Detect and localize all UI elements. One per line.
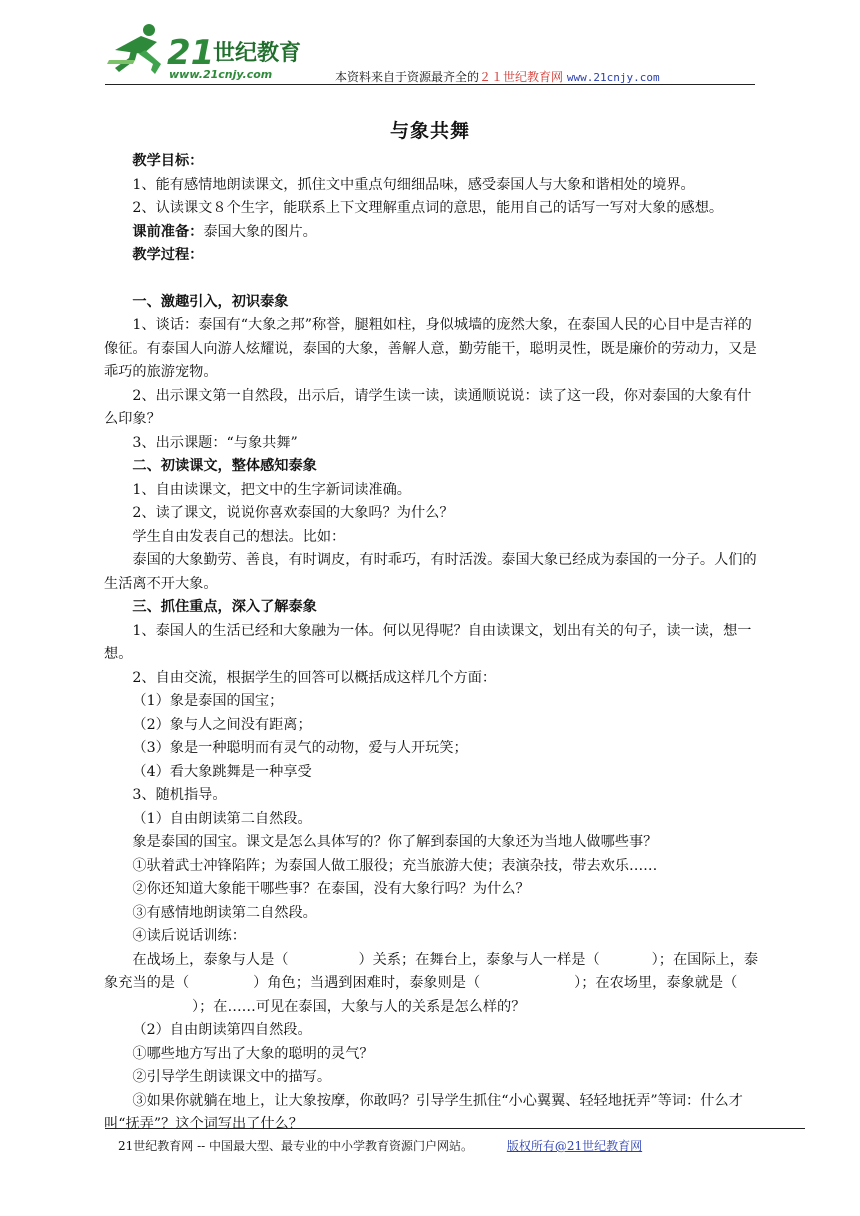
list-item: ①驮着武士冲锋陷阵；为泰国人做工服役；充当旅游大使；表演杂技，带去欢乐…… [132, 857, 658, 874]
fill-text: ）关系；在舞台上，泰象与人一样是（ [358, 951, 600, 968]
list-item: （2）象与人之间没有距离； [132, 716, 312, 733]
section-1-para-1: 1、谈话：泰国有“大象之邦”称誉，腿粗如柱，身似城墙的庞然大象，在泰国人民的心目中是吉祥的像征。有泰国人向游人炫耀说，泰国的大象，善解人意，勤劳能干，聪明灵性，既是廉价的劳动力，又是乖巧的旅游宠物。 [104, 317, 757, 380]
list-item: ②引导学生朗读课文中的描写。 [132, 1069, 332, 1085]
page-footer [118, 1137, 642, 1154]
fill-text: ）角色；当遇到困难时，泰象则是（ [253, 975, 481, 991]
fill-text: ）；在农场里，泰象就是（ [574, 975, 738, 991]
svg-text:21: 21 [167, 33, 215, 73]
footer-divider [105, 1128, 805, 1129]
svg-text:世纪教育: 世纪教育 [213, 41, 302, 66]
section-1-heading: 一、激趣引入，初识泰象 [132, 293, 289, 310]
goal-heading: 教学目标： [132, 153, 204, 169]
fill-text: ）；在……可见在泰国，大象与人的关系是怎么样的？ [192, 998, 526, 1015]
section-3-para-2: 2、自由交流，根据学生的回答可以概括成这样几个方面： [132, 669, 497, 686]
list-item: ③有感情地朗读第二自然段。 [132, 904, 317, 921]
list-item: （4）看大象跳舞是一种享受 [132, 763, 312, 780]
list-item: ②你还知道大象能干哪些事？在泰国，没有大象行吗？为什么？ [132, 881, 530, 897]
section-2-para-2: 2、读了课文，说说你喜欢泰国的大象吗？为什么？ [132, 505, 454, 521]
fill-text: ）；在国际上，泰象充当的是（ [104, 951, 759, 991]
goal-1: 1、能有感情地朗读课文，抓住文中重点句细细品味，感受泰国人与大象和谐相处的境界。 [132, 176, 695, 193]
header-notice-prefix: 本资料来自于资源最齐全的 [335, 70, 480, 84]
list-item: （3）象是一种聪明而有灵气的动物，爱与人开玩笑； [132, 740, 468, 756]
page-title: 与象共舞 [389, 120, 470, 142]
list-item: ③如果你就躺在地上，让大象按摩，你敢吗？引导学生抓住“小心翼翼、轻轻地抚弄”等词：什么才叫“抚弄”？这个词写出了什么？ [104, 1092, 743, 1132]
svg-text:www.21cnjy.com: www.21cnjy.com [169, 68, 273, 81]
footer-text: 21世纪教育网 -- 中国最大型、最专业的中小学教育资源门户网站。 [118, 1139, 474, 1153]
section-2-para-4: 泰国的大象勤劳、善良，有时调皮，有时乖巧，有时活泼。泰国大象已经成为泰国的一分子。人们的生活离不开大象。 [104, 552, 757, 592]
list-item: ①哪些地方写出了大象的聪明的灵气？ [132, 1045, 374, 1062]
list-item: ④读后说话训练： [132, 928, 246, 944]
section-2-para-3: 学生自由发表自己的想法。比如： [132, 528, 346, 545]
section-2-para-1: 1、自由读课文，把文中的生字新词读准确。 [132, 481, 411, 498]
section-2-heading: 二、初读课文，整体感知泰象 [132, 458, 317, 474]
section-3-heading: 三、抓住重点，深入了解泰象 [132, 599, 317, 615]
header-notice [335, 68, 660, 85]
section-1-para-2: 2、出示课文第一自然段，出示后，请学生读一读，读通顺说说：读了这一段，你对泰国的大象有什么印象？ [104, 387, 752, 427]
prep-text: 泰国大象的图片。 [203, 223, 317, 240]
section-3-para-3: 3、随机指导。 [132, 787, 227, 803]
list-item: （1）象是泰国的国宝； [132, 693, 284, 709]
goal-2: 2、认读课文８个生字，能联系上下文理解重点词的意思，能用自己的话写一写对大象的感想。 [132, 200, 724, 216]
section-3-para-4: （1）自由朗读第二自然段。 [132, 810, 312, 827]
section-3-para-1: 1、泰国人的生活已经和大象融为一体。何以见得呢？自由读课文，划出有关的句子，读一读，想一想。 [104, 622, 752, 662]
header-site-name[interactable]: ２１世纪教育网 [479, 70, 564, 84]
page-header [105, 20, 755, 86]
copyright-link[interactable]: 版权所有@21世纪教育网 [506, 1139, 643, 1153]
header-divider [105, 84, 755, 85]
prep-label: 课前准备： [132, 223, 204, 240]
section-3-para-6: （2）自由朗读第四自然段。 [132, 1022, 312, 1038]
header-site-url[interactable]: www.21cnjy.com [566, 71, 660, 84]
section-3-para-5: 象是泰国的国宝。课文是怎么具体写的？你了解到泰国的大象还为当地人做哪些事？ [132, 834, 658, 850]
fill-in-exercise [104, 949, 764, 1020]
section-1-para-3: 3、出示课题：“与象共舞” [132, 434, 298, 451]
site-logo [105, 20, 315, 82]
fill-text: 在战场上，泰象与人是（ [132, 951, 289, 968]
process-heading: 教学过程： [132, 247, 204, 263]
document-body [104, 150, 764, 1137]
